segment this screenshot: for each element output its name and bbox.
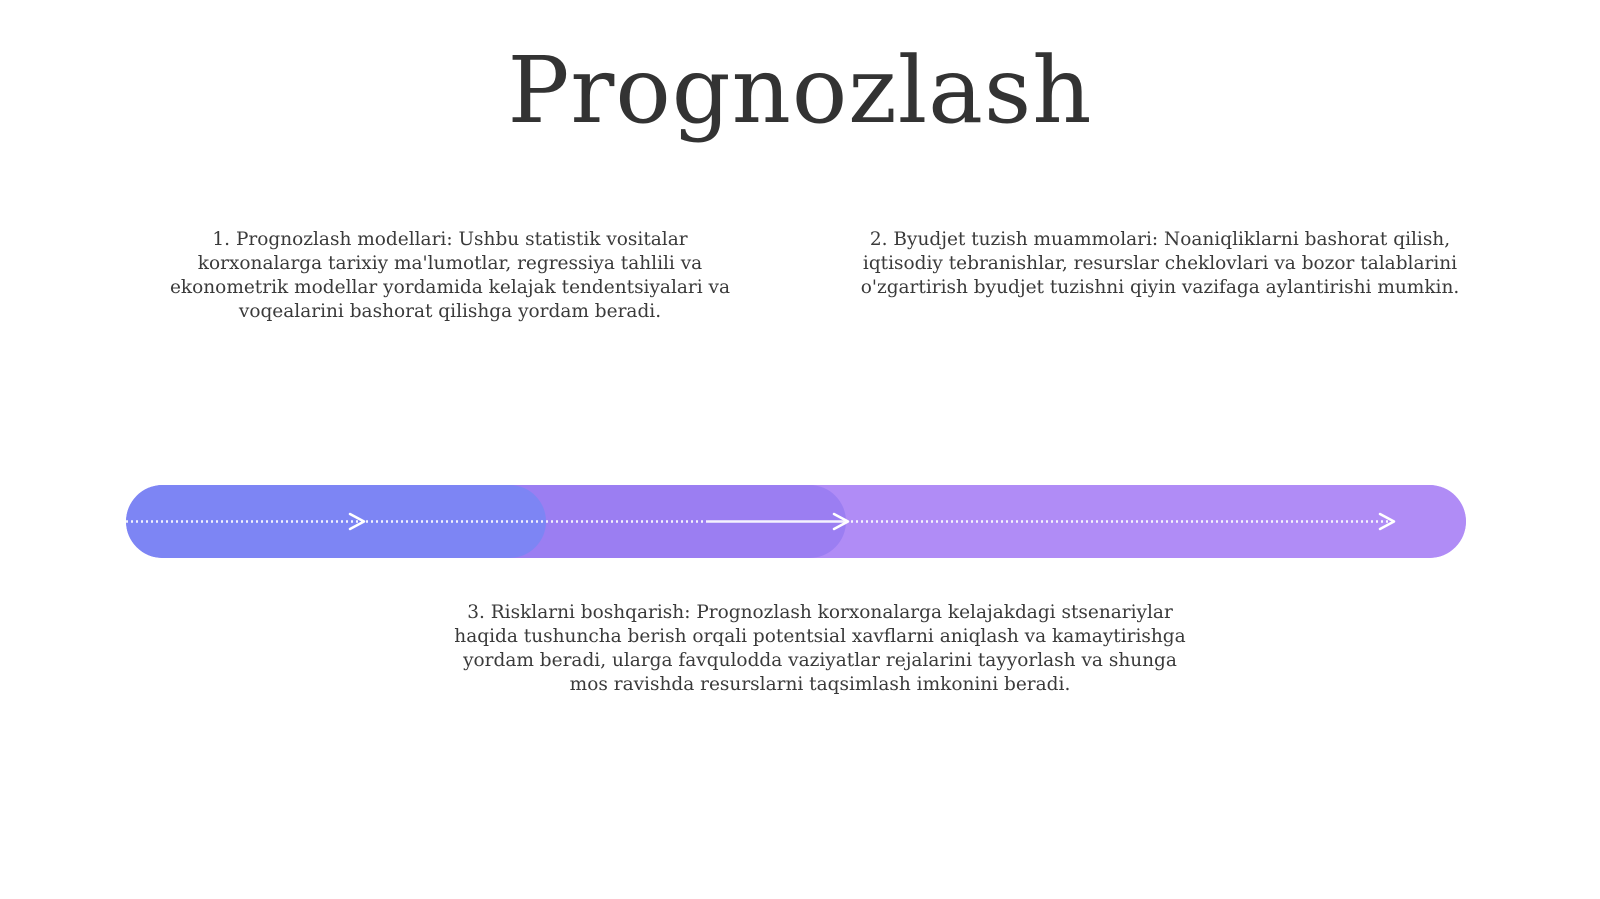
point-budgeting-problems: 2. Byudjet tuzish muammolari: Noaniqliklarni bashorat qilish, iqtisodiy tebranishlar, resurslar cheklovlari va bozor talablarini o'zgartirish byudjet tuzishni qiyin vazifaga aylantirishi mumkin.: [860, 229, 1460, 298]
slide-title: Prognozlash: [507, 37, 1093, 144]
point-forecasting-models: 1. Prognozlash modellari: Ushbu statistik vositalar korxonalarga tarixiy ma'lumotlar, regressiya tahlili va ekonometrik modellar yordamida kelajak tendentsiyalari va voqealarini bashorat qilishga yordam beradi.: [169, 229, 731, 322]
timeline-bar: [126, 485, 1466, 558]
point-risk-management: 3. Risklarni boshqarish: Prognozlash korxonalarga kelajakdagi stsenariylar haqida tushuncha berish orqali potentsial xavflarni aniqlash va kamaytirishga yordam beradi, ularga favqulodda vaziyatlar rejalarini tayyorlash va shunga mos ravishda resurslarni taqsimlash imkonini beradi.: [454, 602, 1186, 695]
timeline-arrows: [126, 485, 1466, 558]
